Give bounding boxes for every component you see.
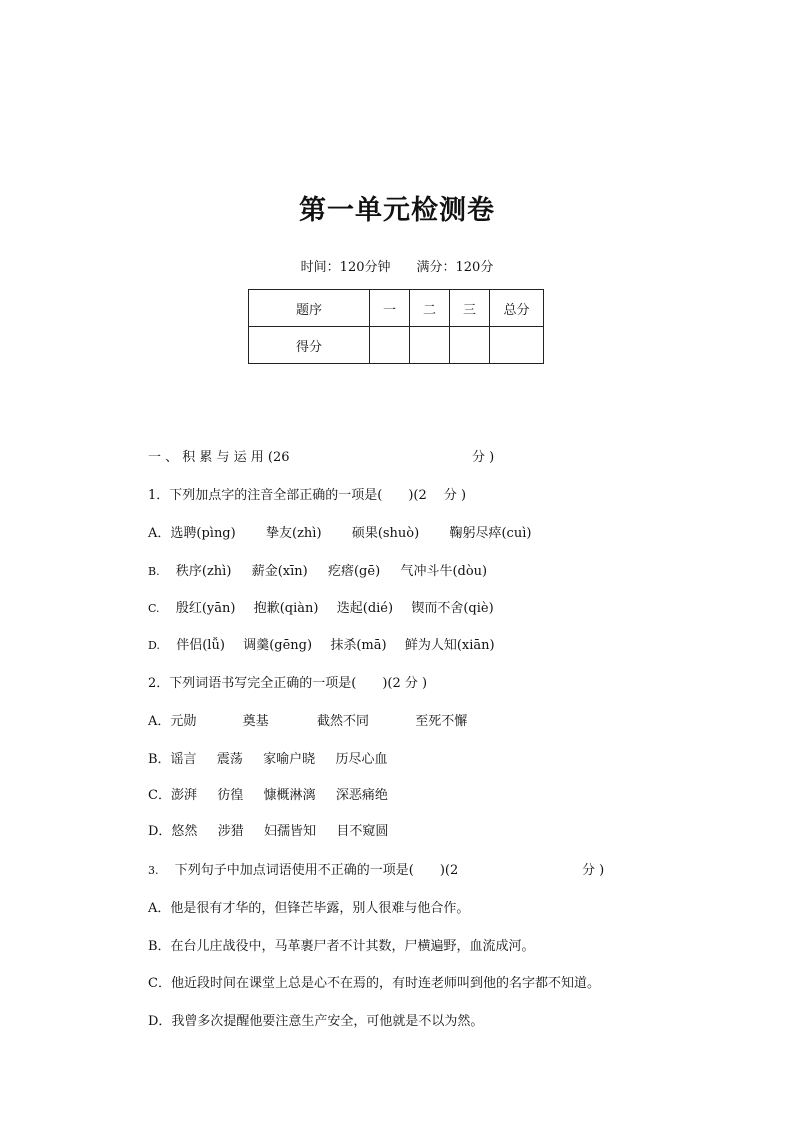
score-cell	[450, 327, 490, 364]
option-item: 涉猎	[217, 824, 244, 839]
q3-option-b: B．在台儿庄战役中，马革裹尸者不计其数，尸横遍野，血流成河。	[148, 939, 535, 954]
option-item: 硕果(shuò)	[351, 526, 420, 541]
score-cell	[410, 327, 450, 364]
score-cell	[490, 327, 544, 364]
header-cell: 三	[450, 290, 490, 327]
question-1-stem: 1．下列加点字的注音全部正确的一项是( )(2 分 )	[148, 488, 467, 503]
q2-option-a	[148, 710, 467, 729]
header-cell: 题序	[249, 290, 370, 327]
score-table	[248, 289, 544, 364]
option-item: D．悠然	[148, 824, 198, 839]
q3-option-a: A．他是很有才华的，但锋芒毕露，别人很难与他合作。	[148, 901, 470, 916]
option-letter: B.	[148, 565, 160, 578]
question-text: 下列句子中加点词语使用不正确的一项是( )(2	[174, 863, 459, 878]
q1-option-b	[148, 560, 487, 579]
option-item: 截然不同	[316, 714, 369, 729]
q1-option-c	[148, 597, 494, 616]
page-title: 第一单元检测卷	[299, 195, 495, 226]
header-cell: 一	[370, 290, 410, 327]
row-label-cell: 得分	[249, 327, 370, 364]
section-score-tail: 分 )	[472, 450, 495, 465]
option-item: 抹杀(mā)	[330, 638, 387, 653]
option-item: 目不窥圆	[336, 824, 389, 839]
option-item: B．谣言	[148, 752, 197, 767]
option-item: 深恶痛绝	[335, 788, 388, 803]
option-letter: D.	[148, 639, 160, 652]
option-item: 疙瘩(gē)	[327, 564, 381, 579]
option-item: 殷红(yān)	[175, 601, 236, 616]
section-heading	[148, 446, 290, 465]
q2-option-d	[148, 820, 388, 839]
option-item: 奠基	[242, 714, 269, 729]
option-item: 薪金(xīn)	[251, 564, 308, 579]
q1-option-d	[148, 634, 495, 653]
option-item: 伴侣(lǚ)	[176, 638, 225, 653]
question-3-score-tail: 分 )	[582, 863, 605, 878]
option-letter: C.	[148, 602, 160, 615]
score-cell	[370, 327, 410, 364]
option-item: 家喻户晓	[263, 752, 316, 767]
q1-option-a	[148, 522, 531, 541]
option-item: 鞠躬尽瘁(cuì)	[449, 526, 532, 541]
question-3-stem	[148, 859, 458, 878]
score-table-score-row	[249, 327, 544, 364]
header-cell: 总分	[490, 290, 544, 327]
score-table-header-row	[249, 290, 544, 327]
option-item: 震荡	[216, 752, 243, 767]
option-item: A．选聘(pìng)	[148, 526, 236, 541]
option-item: 慷概淋漓	[263, 788, 316, 803]
option-item: 气冲斗牛(dòu)	[400, 564, 488, 579]
header-cell: 二	[410, 290, 450, 327]
option-item: 鲜为人知(xiān)	[404, 638, 495, 653]
option-item: 彷徨	[217, 788, 244, 803]
question-number: 3.	[148, 864, 159, 877]
q2-option-b	[148, 748, 387, 767]
full-score: 满分：120分	[416, 260, 494, 275]
option-item: 历尽心血	[335, 752, 388, 767]
q3-option-d: D．我曾多次提醒他要注意生产安全，可他就是不以为然。	[148, 1014, 484, 1029]
exam-meta	[0, 256, 794, 275]
option-item: 秩序(zhì)	[175, 564, 232, 579]
section-label: 一 、 积 累 与 运 用 (26	[148, 450, 290, 465]
question-2-stem: 2．下列词语书写完全正确的一项是( )(2 分 )	[148, 676, 428, 691]
option-item: 抱歉(qiàn)	[253, 601, 319, 616]
option-item: 锲而不舍(qiè)	[411, 601, 494, 616]
time-limit: 时间：120分钟	[300, 260, 391, 275]
option-item: 妇孺皆知	[264, 824, 317, 839]
q3-option-c: C．他近段时间在课堂上总是心不在焉的，有时连老师叫到他的名字都不知道。	[148, 976, 600, 991]
q2-option-c	[148, 784, 388, 803]
option-item: A．元勋	[148, 714, 197, 729]
option-item: 迭起(dié)	[336, 601, 394, 616]
option-item: C．澎湃	[148, 788, 197, 803]
option-item: 至死不懈	[415, 714, 468, 729]
option-item: 调羹(gēng)	[243, 638, 313, 653]
option-item: 挚友(zhì)	[266, 526, 322, 541]
